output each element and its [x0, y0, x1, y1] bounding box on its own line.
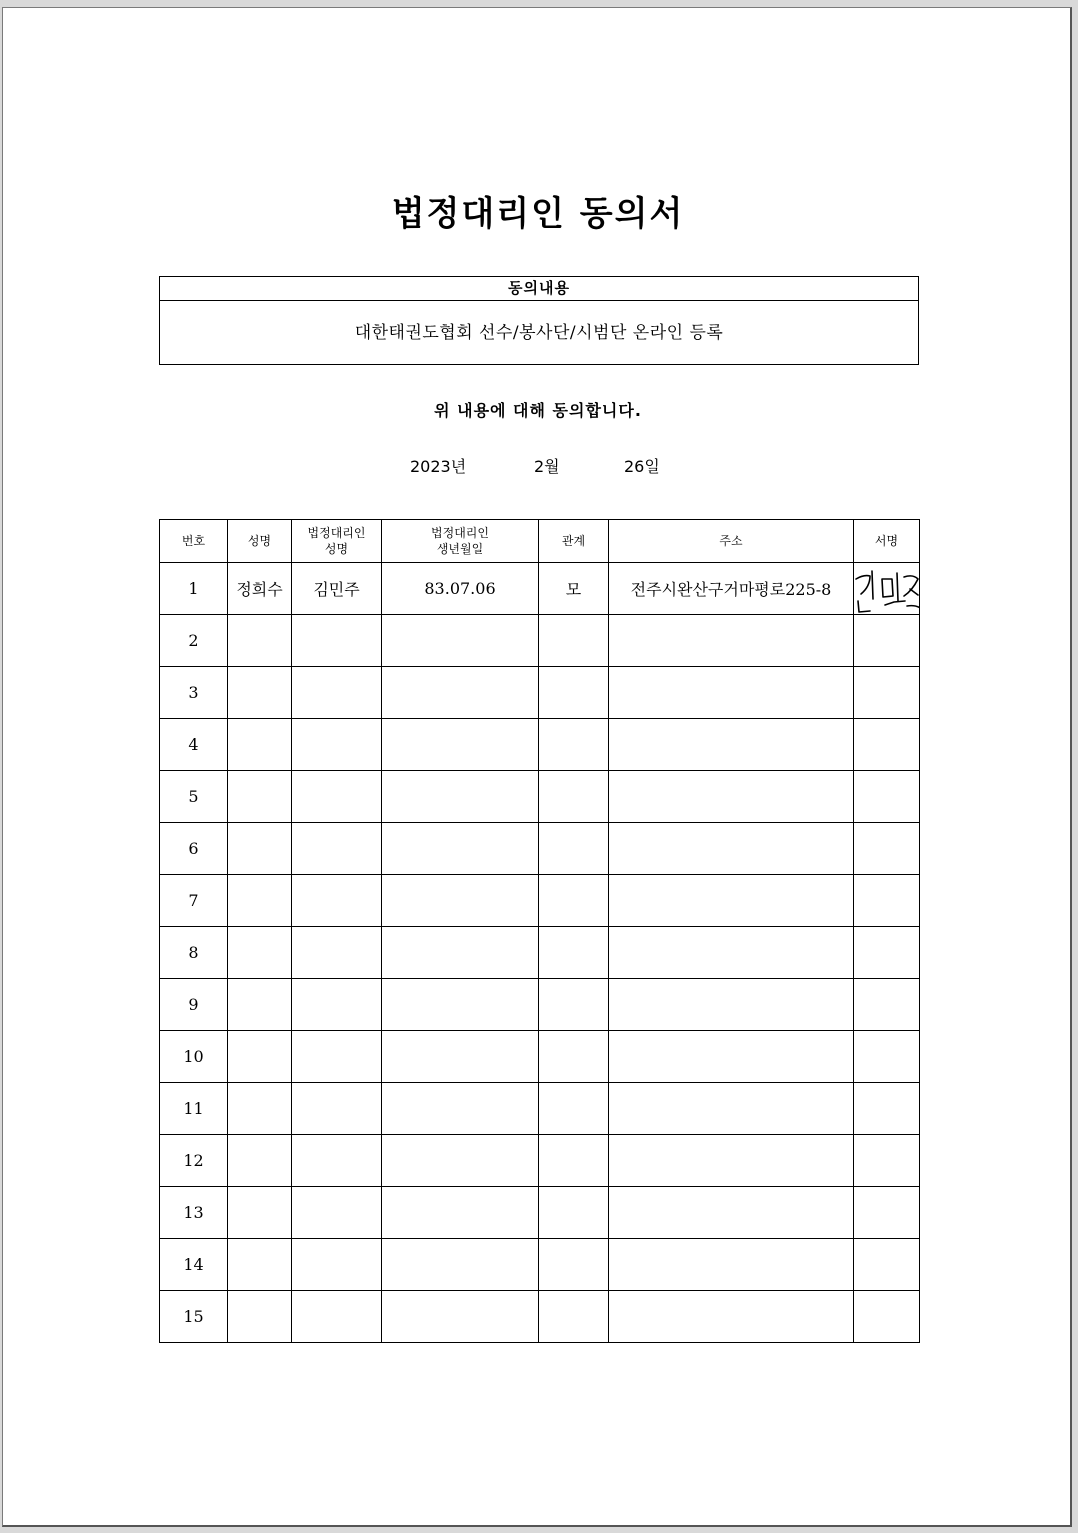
- row-relation: 모: [539, 563, 609, 615]
- row-number: 5: [160, 771, 228, 823]
- row-guardian-birth: [382, 927, 539, 979]
- consent-content: 대한태권도협회 선수/봉사단/시범단 온라인 등록: [354, 323, 724, 343]
- row-signature: [854, 667, 920, 719]
- row-address: [609, 1031, 854, 1083]
- header-guardian-birth-line2: 생년월일: [436, 542, 484, 556]
- row-guardian-name: [292, 771, 382, 823]
- row-guardian-birth: 83.07.06: [382, 563, 539, 615]
- row-signature: [854, 615, 920, 667]
- row-relation: [539, 1187, 609, 1239]
- row-address: [609, 667, 854, 719]
- row-name: [228, 1135, 292, 1187]
- row-guardian-birth: [382, 771, 539, 823]
- row-guardian-birth: [382, 615, 539, 667]
- row-number: 8: [160, 927, 228, 979]
- row-signature: [854, 771, 920, 823]
- row-guardian-name: [292, 927, 382, 979]
- row-address: [609, 1083, 854, 1135]
- row-number: 6: [160, 823, 228, 875]
- table-body: [160, 563, 920, 1343]
- row-signature: [854, 1187, 920, 1239]
- row-name: [228, 1239, 292, 1291]
- row-number: 15: [160, 1291, 228, 1343]
- header-name: 성명: [228, 520, 292, 563]
- row-name: [228, 1083, 292, 1135]
- row-guardian-name: [292, 979, 382, 1031]
- row-name: [228, 927, 292, 979]
- date-day: 26일: [624, 457, 660, 476]
- row-relation: [539, 1135, 609, 1187]
- row-number: 12: [160, 1135, 228, 1187]
- row-name: [228, 823, 292, 875]
- table-row: [160, 1187, 920, 1239]
- row-guardian-name: [292, 1291, 382, 1343]
- row-signature: [854, 719, 920, 771]
- row-number: 13: [160, 1187, 228, 1239]
- row-name: [228, 875, 292, 927]
- row-signature: [854, 1031, 920, 1083]
- row-relation: [539, 771, 609, 823]
- document-title: 법정대리인 동의서: [391, 194, 685, 234]
- row-signature: [854, 1135, 920, 1187]
- row-number: 11: [160, 1083, 228, 1135]
- row-relation: [539, 615, 609, 667]
- table-row: [160, 927, 920, 979]
- row-relation: [539, 979, 609, 1031]
- row-address: 전주시완산구거마평로225-8: [609, 563, 854, 615]
- row-guardian-name: [292, 1031, 382, 1083]
- row-address: [609, 1291, 854, 1343]
- row-guardian-name: [292, 615, 382, 667]
- row-name: [228, 771, 292, 823]
- table-row: [160, 719, 920, 771]
- row-name: [228, 1031, 292, 1083]
- header-signature: 서명: [854, 520, 920, 563]
- row-relation: [539, 1291, 609, 1343]
- row-relation: [539, 927, 609, 979]
- table-row: [160, 1291, 920, 1343]
- row-name: [228, 1187, 292, 1239]
- row-guardian-name: [292, 1135, 382, 1187]
- table-row: [160, 667, 920, 719]
- row-name: [228, 1291, 292, 1343]
- row-guardian-birth: [382, 1083, 539, 1135]
- header-relation: 관계: [539, 520, 609, 563]
- row-number: 14: [160, 1239, 228, 1291]
- row-signature: [854, 1239, 920, 1291]
- row-address: [609, 979, 854, 1031]
- row-address: [609, 1135, 854, 1187]
- row-number: 4: [160, 719, 228, 771]
- row-name: [228, 615, 292, 667]
- header-guardian-name: [292, 520, 382, 563]
- row-address: [609, 875, 854, 927]
- row-guardian-birth: [382, 1239, 539, 1291]
- row-guardian-birth: [382, 1135, 539, 1187]
- table-row: [160, 1083, 920, 1135]
- row-guardian-name: [292, 875, 382, 927]
- row-guardian-name: [292, 1187, 382, 1239]
- row-guardian-name: [292, 667, 382, 719]
- row-number: 2: [160, 615, 228, 667]
- row-guardian-name: 김민주: [292, 563, 382, 615]
- header-guardian-name-line1: 법정대리인: [307, 526, 366, 540]
- table-row: [160, 1031, 920, 1083]
- row-guardian-name: [292, 1239, 382, 1291]
- row-relation: [539, 875, 609, 927]
- row-signature: [854, 563, 920, 615]
- row-number: 1: [160, 563, 228, 615]
- table-row: [160, 823, 920, 875]
- row-address: [609, 771, 854, 823]
- row-guardian-birth: [382, 1031, 539, 1083]
- row-guardian-birth: [382, 667, 539, 719]
- header-guardian-birth-line1: 법정대리인: [431, 526, 489, 540]
- table-row: [160, 563, 920, 615]
- header-guardian-birth: [382, 520, 539, 563]
- row-signature: [854, 927, 920, 979]
- row-signature: [854, 1083, 920, 1135]
- handwritten-signature: [854, 565, 920, 615]
- header-no: 번호: [160, 520, 228, 563]
- row-relation: [539, 1031, 609, 1083]
- row-address: [609, 927, 854, 979]
- row-signature: [854, 823, 920, 875]
- table-row: [160, 1239, 920, 1291]
- row-name: [228, 719, 292, 771]
- row-signature: [854, 875, 920, 927]
- row-signature: [854, 979, 920, 1031]
- table-row: [160, 979, 920, 1031]
- row-guardian-birth: [382, 1187, 539, 1239]
- guardian-table: [159, 519, 920, 1343]
- date-month: 2월: [534, 457, 560, 476]
- row-name: [228, 979, 292, 1031]
- document-page: [2, 7, 1072, 1527]
- header-guardian-name-line2: 성명: [324, 542, 349, 556]
- row-address: [609, 615, 854, 667]
- row-signature: [854, 1291, 920, 1343]
- row-guardian-birth: [382, 1291, 539, 1343]
- table-header-row: [160, 520, 920, 563]
- row-relation: [539, 823, 609, 875]
- row-address: [609, 1187, 854, 1239]
- agreement-statement: 위 내용에 대해 동의합니다.: [434, 401, 642, 420]
- table-row: [160, 875, 920, 927]
- row-name: 정희수: [228, 563, 292, 615]
- table-row: [160, 771, 920, 823]
- row-relation: [539, 1239, 609, 1291]
- row-guardian-name: [292, 719, 382, 771]
- row-number: 7: [160, 875, 228, 927]
- row-guardian-birth: [382, 875, 539, 927]
- row-address: [609, 1239, 854, 1291]
- row-relation: [539, 719, 609, 771]
- row-address: [609, 823, 854, 875]
- consent-box: [159, 276, 919, 365]
- table-row: [160, 615, 920, 667]
- row-guardian-birth: [382, 823, 539, 875]
- row-guardian-birth: [382, 719, 539, 771]
- row-number: 10: [160, 1031, 228, 1083]
- row-number: 9: [160, 979, 228, 1031]
- row-address: [609, 719, 854, 771]
- date-year: 2023년: [410, 457, 467, 476]
- row-relation: [539, 667, 609, 719]
- row-guardian-birth: [382, 979, 539, 1031]
- row-relation: [539, 1083, 609, 1135]
- consent-header: 동의내용: [160, 277, 918, 301]
- row-guardian-name: [292, 823, 382, 875]
- header-address: 주소: [609, 520, 854, 563]
- row-guardian-name: [292, 1083, 382, 1135]
- row-name: [228, 667, 292, 719]
- table-row: [160, 1135, 920, 1187]
- row-number: 3: [160, 667, 228, 719]
